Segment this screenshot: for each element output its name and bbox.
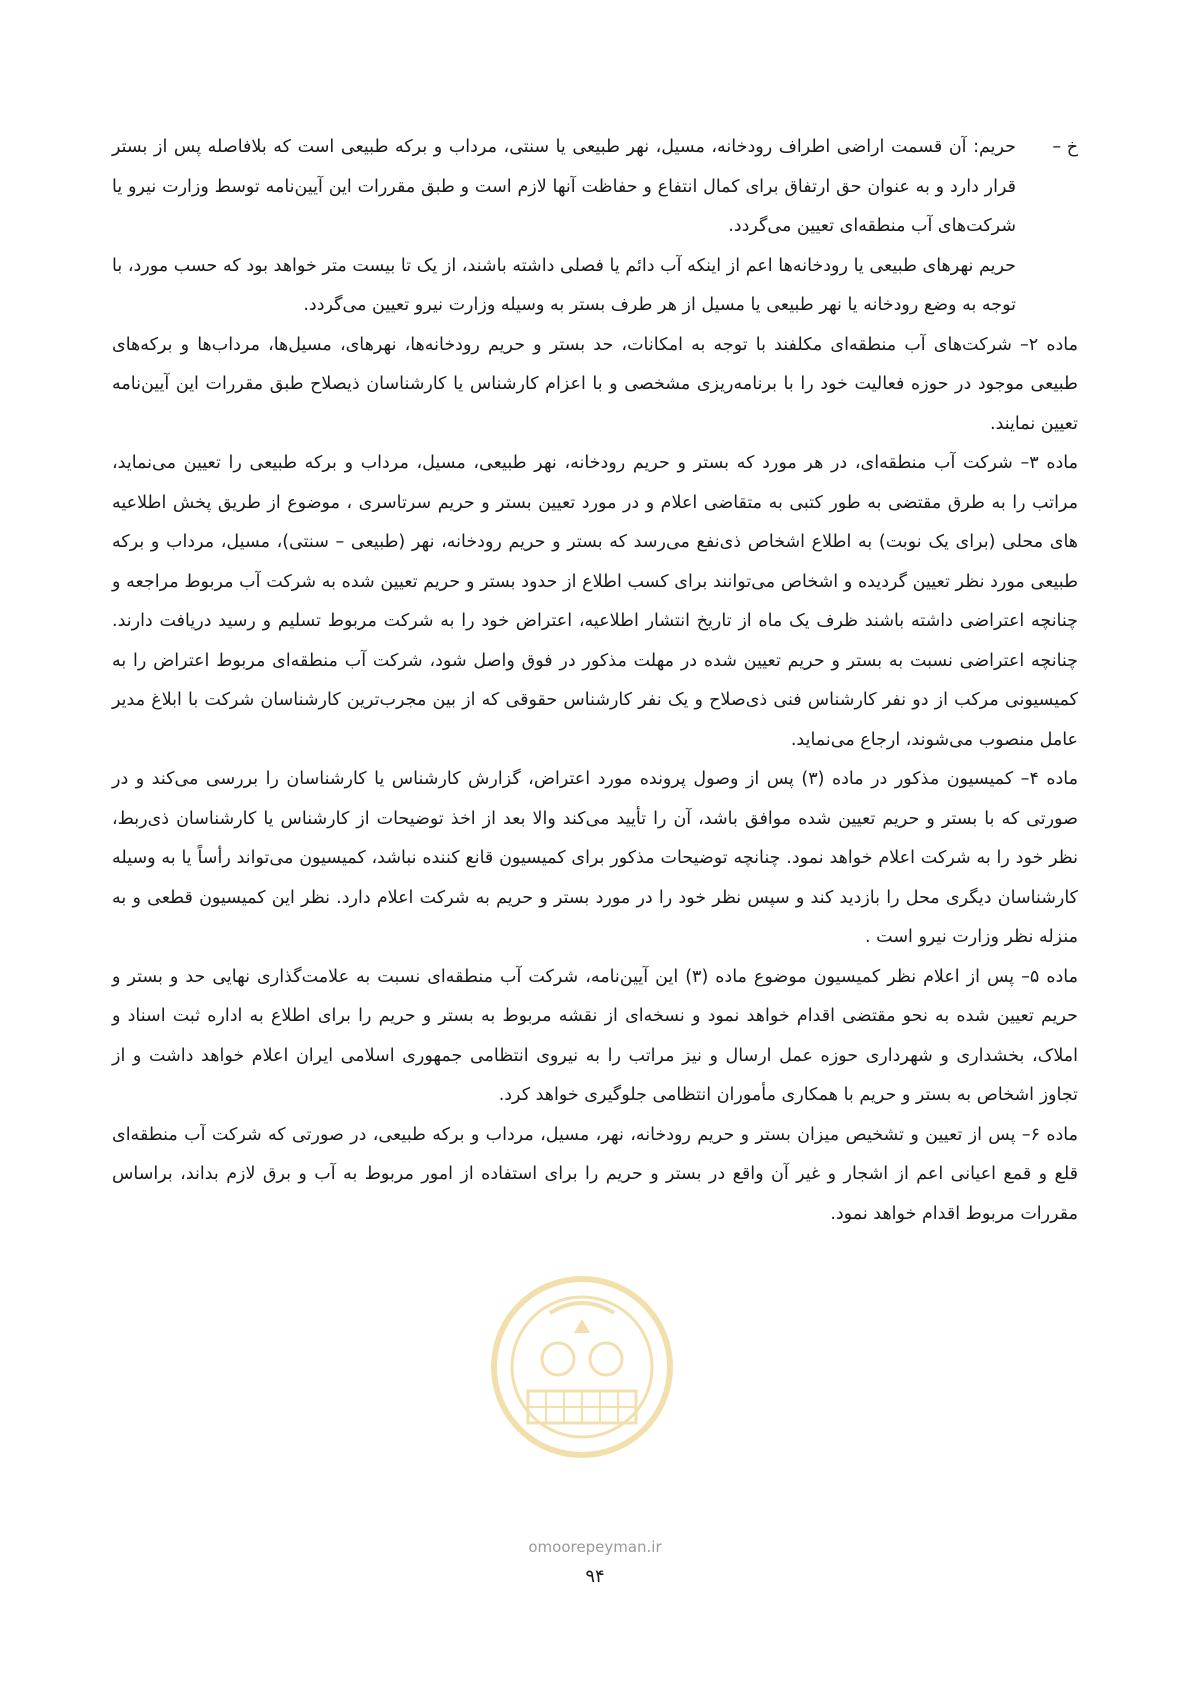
definition-text: حریم: آن قسمت اراضی اطراف رودخانه، مسیل، نهر طبیعی یا سنتی، مرداب و برکه طبیعی است که بلافاصله پس از بستر قرار دارد و به عنوان حق ارتفاق برای کمال انتفاع و حفاظت آنها لازم است و طبق مقررات این آیین‌نامه توسط وزارت نیرو یا شرکت‌های آب منطقه‌ای تعیین می‌گردد. <box>112 137 1016 236</box>
article-2: ماده ۲– شرکت‌های آب منطقه‌ای مکلفند با توجه به امکانات، حد بستر و حریم رودخانه‌ها، نهرهای، مسیل‌ها، مرداب‌ها و برکه‌های طبیعی موجود در حوزه فعالیت خود را با برنامه‌ریزی مشخصی و با اعزام کارشناس یا کارشناسان ذیصلاح طبق مقررات این آیین‌نامه تعیین نمایند. <box>112 334 1078 434</box>
paragraph-harim-rivers: حریم نهرهای طبیعی یا رودخانه‌ها اعم از اینکه آب دائم یا فصلی داشته باشند، از یک تا بیست متر خواهد بود که حسب مورد، با توجه به وضع رودخانه یا نهر طبیعی یا مسیل از هر طرف بستر به وسیله وزارت نیرو تعیین می‌گردد. <box>112 255 1016 315</box>
footer-site: omoorepeyman.ir <box>528 1538 662 1556</box>
article-4: ماده ۴– کمیسیون مذکور در ماده (۳) پس از وصول پرونده مورد اعتراض، گزارش کارشناس یا کارشناسان را بررسی می‌کند و در صورتی که با بستر و حریم تعیین شده موافق باشد، آن را تأیید می‌کند والا بعد از اخذ توضیحات از کارشناس یا کارشناسان ذی‌ربط، نظر خود را به شرکت اعلام خواهد نمود. چنانچه توضیحات مذکور برای کمیسیون قانع کننده نباشد، کمیسیون می‌تواند رأساً یا به وسیله کارشناسان دیگری محل را بازدید کند و سپس نظر خود را در مورد بستر و حریم به شرکت اعلام دارد. نظر این کمیسیون قطعی و به منزله نظر وزارت نیرو است . <box>112 769 1078 947</box>
article-3: ماده ۳– شرکت آب منطقه‌ای، در هر مورد که بستر و حریم رودخانه، نهر طبیعی، مسیل، مرداب و برکه طبیعی را تعیین می‌نماید، مراتب را به طرق مقتضی به طور کتبی به متقاضی اعلام و در مورد تعیین بستر و حریم سرتاسری ، موضوع از طریق پخش اطلاعیه های محلی (برای یک نوبت) به اطلاع اشخاص ذی‌نفع می‌رسد که بستر و حریم رودخانه، نهر (طبیعی – سنتی)، مسیل، مرداب و برکه طبیعی مورد نظر تعیین گردیده و اشخاص می‌توانند برای کسب اطلاع از حدود بستر و حریم تعیین شده به شرکت آب مربوط مراجعه و چنانچه اعتراضی داشته باشند ظرف یک ماه از تاریخ انتشار اطلاعیه، اعتراض خود را به شرکت مربوط تسلیم و رسید دریافت دارند. چنانچه اعتراضی نسبت به بستر و حریم تعیین شده در مهلت مذکور در فوق واصل شود، شرکت آب منطقه‌ای مربوط اعتراض را به کمیسیونی مرکب از دو نفر کارشناس فنی ذی‌صلاح و یک نفر کارشناس حقوقی که از بین مجرب‌ترین کارشناسان شرکت با ابلاغ مدیر عامل منصوب می‌شوند، ارجاع می‌نماید. <box>112 453 1078 750</box>
page-number: ۹۴ <box>585 1566 605 1587</box>
definition-harim <box>112 128 1078 247</box>
article-5: ماده ۵– پس از اعلام نظر کمیسیون موضوع ماده (۳) این آیین‌نامه، شرکت آب منطقه‌ای نسبت به علامت‌گذاری نهایی حد و بستر و حریم تعیین شده به نحو مقتضی اقدام خواهد نمود و نسخه‌ای از نقشه مربوط به بستر و حریم را برای اطلاع به اداره ثبت اسناد و املاک، بخشداری و شهرداری حوزه عمل ارسال و نیز مراتب را به نیروی انتظامی جمهوری اسلامی ایران اعلام خواهد داشت و از تجاوز اشخاص به بستر و حریم با همکاری مأموران انتظامی جلوگیری خواهد کرد. <box>112 966 1078 1105</box>
article-6: ماده ۶– پس از تعیین و تشخیص میزان بستر و حریم رودخانه، نهر، مسیل، مرداب و برکه طبیعی، در صورتی که شرکت آب منطقه‌ای قلع و قمع اعیانی اعم از اشجار و غیر آن واقع در بستر و حریم را برای استفاده از امور مربوط به آب و برق لازم بداند، براساس مقررات مربوط اقدام خواهد نمود. <box>112 1124 1078 1224</box>
omoorepeyman-seal-icon <box>488 1273 676 1461</box>
document-body <box>112 128 1078 1234</box>
definition-marker: خ – <box>1052 137 1078 157</box>
